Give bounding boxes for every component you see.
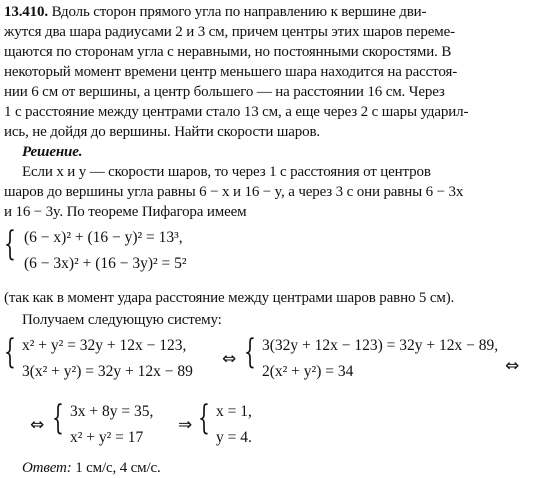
equation: 3(x² + y²) = 32y + 12x − 89 <box>22 363 193 380</box>
equation: x² + y² = 17 <box>70 429 144 446</box>
system-brace: { <box>52 398 64 438</box>
problem-text-line: жутся два шара радиусами 2 и 3 см, причем центры этих шаров переме- <box>4 24 455 40</box>
equation: 3x + 8y = 35, <box>70 403 154 420</box>
problem-text-line: ись, не дойдя до вершины. Найти скорости шаров. <box>4 124 321 140</box>
equivalence-arrow: ⇔ <box>222 349 237 369</box>
solution-text-line: и 16 − 3y. По теореме Пифагора имеем <box>4 204 247 220</box>
problem-text-line: Вдоль сторон прямого угла по направлению к вершине дви- <box>51 4 427 20</box>
solution-text-line: Если x и y — скорости шаров, то через 1 с расстояния от центров <box>22 164 431 180</box>
solution-note: (так как в момент удара расстояние между центрами шаров равно 5 см). <box>4 290 455 306</box>
problem-text-line: щаются по сторонам угла с неравными, но постоянными скоростями. В <box>4 44 452 60</box>
system-brace: { <box>4 224 16 264</box>
solution-text-line: Получаем следующую систему: <box>22 312 222 328</box>
equation: (6 − 3x)² + (16 − 3y)² = 5² <box>24 255 187 272</box>
equation: x = 1, <box>216 403 252 420</box>
equivalence-arrow: ⇔ <box>505 356 520 376</box>
solution-text-line: шаров до вершины угла равны 6 − x и 16 − y, а через 3 с они равны 6 − 3x <box>4 184 464 200</box>
problem-text-line: 1 с расстояние между центрами стало 13 см, а еще через 2 с шары ударил- <box>4 104 469 120</box>
implication-arrow: ⇒ <box>178 415 193 435</box>
problem-number: 13.410. <box>4 4 48 20</box>
problem-text-line: некоторый момент времени центр меньшего шара находится на расстоя- <box>4 64 458 80</box>
solution-heading: Решение. <box>22 144 83 160</box>
equivalence-arrow: ⇔ <box>30 415 45 435</box>
system-brace: { <box>4 332 16 372</box>
equation: y = 4. <box>216 429 252 446</box>
equation: 2(x² + y²) = 34 <box>262 363 354 380</box>
problem-text-line: нии 6 см от вершины, а центр большего — на расстоянии 16 см. Через <box>4 84 445 100</box>
equation: x² + y² = 32y + 12x − 123, <box>22 337 187 354</box>
answer-line <box>22 458 161 478</box>
answer-label: Ответ: <box>22 460 72 476</box>
system-brace: { <box>244 332 256 372</box>
problem-first-line <box>4 2 426 22</box>
answer-value: 1 см/с, 4 см/с. <box>75 460 161 476</box>
equation: 3(32y + 12x − 123) = 32y + 12x − 89, <box>262 337 499 354</box>
system-brace: { <box>198 398 210 438</box>
equation: (6 − x)² + (16 − y)² = 13³, <box>24 229 183 246</box>
